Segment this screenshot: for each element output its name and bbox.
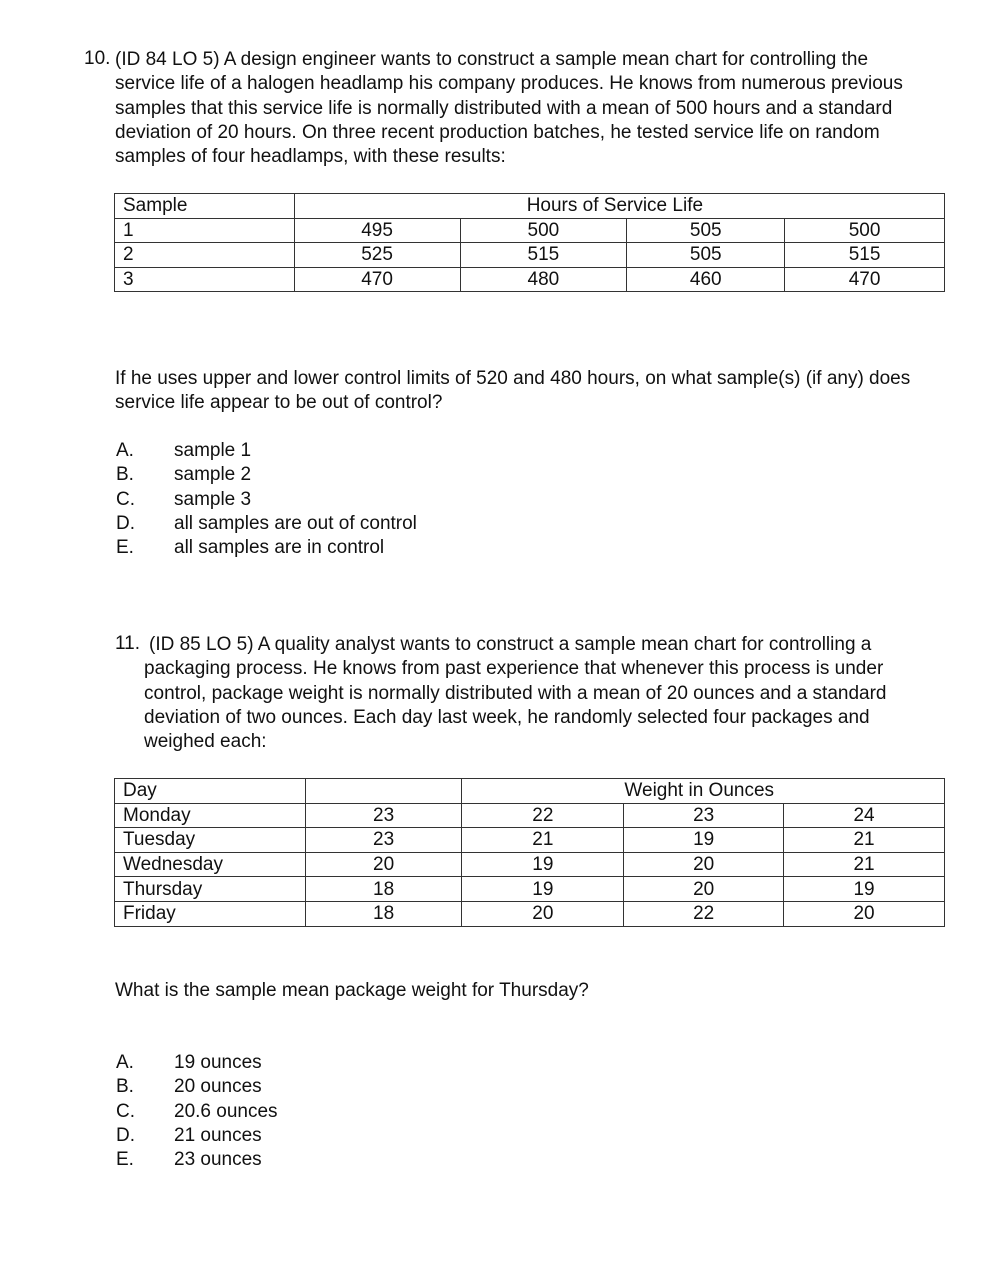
prompt-line: What is the sample mean package weight for Thursday? <box>115 980 589 1001</box>
answer-choices <box>116 439 616 560</box>
table-row <box>115 901 945 926</box>
question-line: deviation of two ounces. Each day last week, he randomly selected four packages and <box>144 706 870 728</box>
row-label: 1 <box>115 218 295 243</box>
table-header-row <box>115 779 945 804</box>
choice-text: 20 ounces <box>174 1076 262 1098</box>
choice-e[interactable] <box>116 1148 616 1172</box>
answer-choices <box>116 1051 616 1172</box>
prompt-line: service life appear to be out of control? <box>115 392 443 414</box>
table-header-row <box>115 194 945 219</box>
choice-letter: D. <box>116 512 135 534</box>
choice-b[interactable] <box>116 463 616 487</box>
question-number: 10. <box>84 48 111 69</box>
table-cell: 470 <box>785 267 945 292</box>
table-cell: 515 <box>460 243 627 268</box>
table-cell: 21 <box>784 852 945 877</box>
choice-letter: C. <box>116 1100 135 1122</box>
choice-text: 23 ounces <box>174 1149 262 1171</box>
table-cell: 20 <box>784 901 945 926</box>
question-line: samples of four headlamps, with these results: <box>115 146 506 168</box>
table-cell: 505 <box>627 218 785 243</box>
table-cell: 19 <box>624 828 784 853</box>
group-header-cell <box>294 194 944 219</box>
empty-header-cell <box>305 779 462 804</box>
row-label: Friday <box>115 901 306 926</box>
table-cell: 19 <box>462 852 624 877</box>
question-line: (ID 84 LO 5) A design engineer wants to construct a sample mean chart for controlling the <box>115 49 869 70</box>
choice-text: all samples are in control <box>174 537 385 559</box>
choice-d[interactable] <box>116 512 616 536</box>
table-cell: 460 <box>627 267 785 292</box>
question-line: control, package weight is normally distributed with a mean of 20 ounces and a standard <box>144 682 887 704</box>
table-cell: 23 <box>305 803 462 828</box>
row-label: 3 <box>115 267 295 292</box>
row-label: 2 <box>115 243 295 268</box>
question-prompt <box>115 979 985 1003</box>
table-cell: 480 <box>460 267 627 292</box>
choice-c[interactable] <box>116 488 616 512</box>
table-cell: 18 <box>305 901 462 926</box>
table-cell: 20 <box>624 877 784 902</box>
question-line: service life of a halogen headlamp his company produces. He knows from numerous previous <box>115 73 903 95</box>
choice-a[interactable] <box>116 1051 616 1075</box>
question-line: deviation of 20 hours. On three recent production batches, he tested service life on random <box>115 121 880 143</box>
question-text <box>144 633 984 754</box>
choice-text: sample 3 <box>174 488 252 510</box>
choice-letter: E. <box>116 537 134 559</box>
prompt-line: If he uses upper and lower control limits of 520 and 480 hours, on what sample(s) (if any) does <box>115 368 911 389</box>
table-cell: 470 <box>294 267 460 292</box>
choice-letter: E. <box>116 1149 134 1171</box>
table-cell: 515 <box>785 243 945 268</box>
table-row <box>115 828 945 853</box>
question-text <box>115 48 985 169</box>
choice-d[interactable] <box>116 1124 616 1148</box>
question-line: weighed each: <box>144 731 267 753</box>
row-label: Tuesday <box>115 828 306 853</box>
table-cell: 21 <box>462 828 624 853</box>
choice-text: 21 ounces <box>174 1124 262 1146</box>
choice-letter: A. <box>116 440 134 461</box>
table-row <box>115 243 945 268</box>
row-label: Monday <box>115 803 306 828</box>
group-header-cell <box>462 779 945 804</box>
row-header-cell: Day <box>115 779 306 804</box>
row-header-cell: Sample <box>115 194 295 219</box>
table-row <box>115 218 945 243</box>
choice-text: sample 1 <box>174 440 252 461</box>
table-row <box>115 852 945 877</box>
table-cell: 19 <box>784 877 945 902</box>
table-cell: 23 <box>305 828 462 853</box>
question-line: (ID 85 LO 5) A quality analyst wants to construct a sample mean chart for controlling a <box>149 634 872 655</box>
choice-b[interactable] <box>116 1075 616 1099</box>
choice-text: 20.6 ounces <box>174 1100 278 1122</box>
choice-letter: D. <box>116 1124 135 1146</box>
row-label: Wednesday <box>115 852 306 877</box>
choice-text: sample 2 <box>174 464 252 486</box>
group-header-label: Hours of Service Life <box>526 195 704 217</box>
choice-text: all samples are out of control <box>174 512 417 534</box>
choice-text: 19 ounces <box>174 1052 262 1073</box>
choice-letter: C. <box>116 488 135 510</box>
choice-e[interactable] <box>116 536 616 560</box>
table-row <box>115 803 945 828</box>
row-label: Thursday <box>115 877 306 902</box>
table-cell: 525 <box>294 243 460 268</box>
table-cell: 500 <box>785 218 945 243</box>
question-line: packaging process. He knows from past experience that whenever this process is under <box>144 658 884 680</box>
table-cell: 23 <box>624 803 784 828</box>
choice-a[interactable] <box>116 439 616 463</box>
choice-letter: B. <box>116 464 134 486</box>
table-cell: 505 <box>627 243 785 268</box>
table-cell: 22 <box>462 803 624 828</box>
table-cell: 22 <box>624 901 784 926</box>
choice-letter: B. <box>116 1076 134 1098</box>
table-cell: 20 <box>624 852 784 877</box>
question-line: samples that this service life is normally distributed with a mean of 500 hours and a standard <box>115 97 893 119</box>
table-cell: 19 <box>462 877 624 902</box>
question-number: 11. <box>115 633 141 654</box>
question-prompt <box>115 367 985 416</box>
table-row <box>115 877 945 902</box>
choice-c[interactable] <box>116 1100 616 1124</box>
service-life-table <box>114 193 945 292</box>
choice-letter: A. <box>116 1052 134 1073</box>
table-cell: 495 <box>294 218 460 243</box>
table-cell: 20 <box>305 852 462 877</box>
package-weight-table <box>114 778 945 927</box>
group-header-label: Weight in Ounces <box>624 780 775 802</box>
table-cell: 500 <box>460 218 627 243</box>
table-cell: 24 <box>784 803 945 828</box>
table-cell: 21 <box>784 828 945 853</box>
table-cell: 20 <box>462 901 624 926</box>
table-row <box>115 267 945 292</box>
table-cell: 18 <box>305 877 462 902</box>
